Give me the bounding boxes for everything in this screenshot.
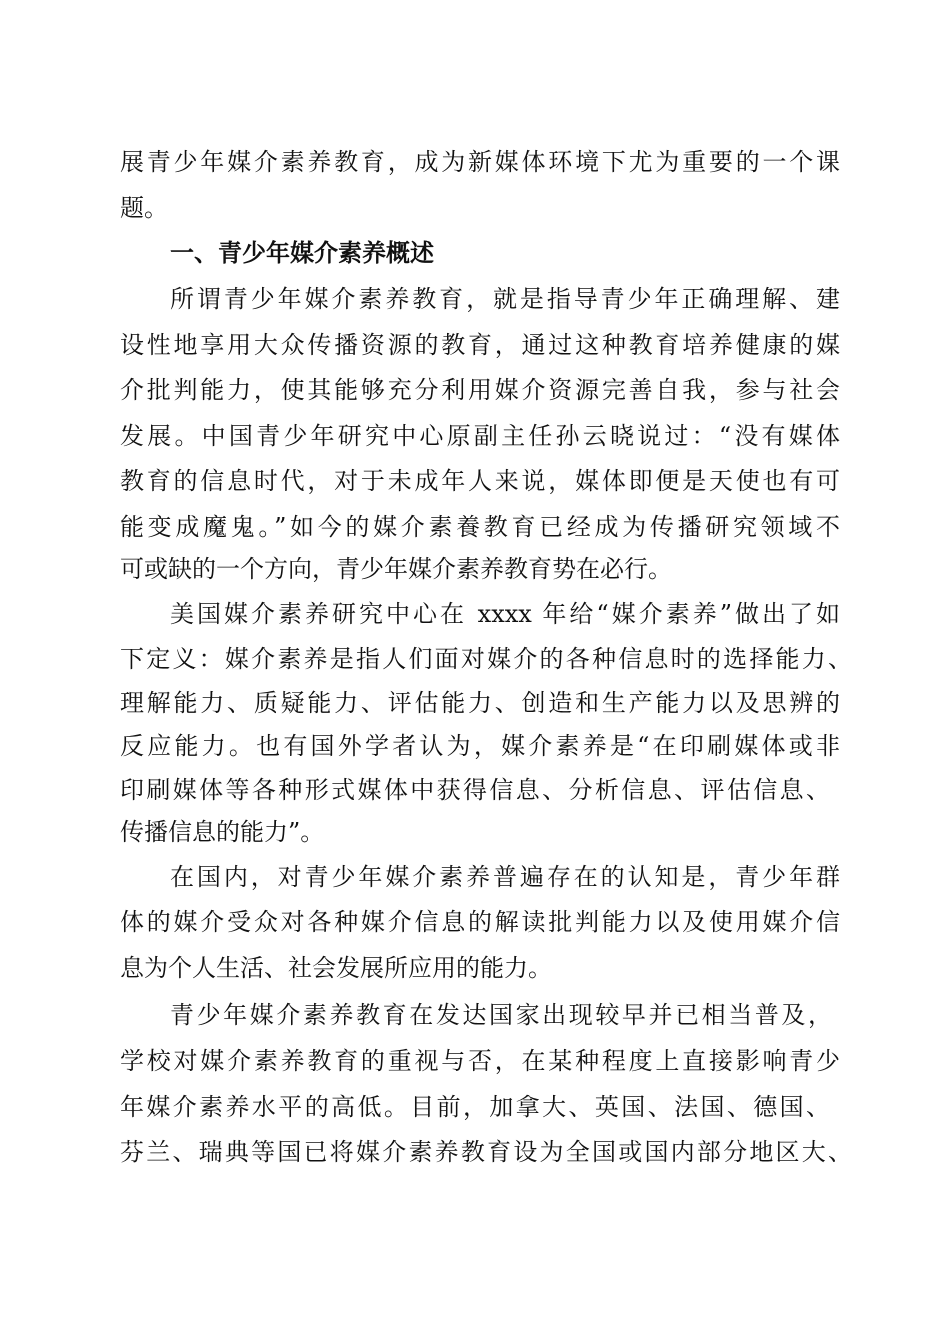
section-heading: 一、青少年媒介素养概述 bbox=[170, 239, 434, 267]
text-line: 息为个人生活、社会发展所应用的能力。 bbox=[120, 954, 552, 982]
text-line: 体的媒介受众对各种媒介信息的解读批判能力以及使用媒介信 bbox=[120, 908, 840, 936]
text-line: 传播信息的能力”。 bbox=[120, 818, 325, 846]
text-line: 所谓青少年媒介素养教育，就是指导青少年正确理解、建 bbox=[170, 285, 840, 313]
text-line: 美国媒介素养研究中心在 xxxx 年给“媒介素养”做出了如 bbox=[170, 600, 840, 628]
text-line: 反应能力。也有国外学者认为，媒介素养是“在印刷媒体或非 bbox=[120, 732, 840, 760]
text-line: 设性地享用大众传播资源的教育，通过这种教育培养健康的媒 bbox=[120, 331, 840, 359]
text-line: 青少年媒介素养教育在发达国家出现较早并已相当普及， bbox=[170, 1001, 832, 1029]
text-line: 下定义：媒介素养是指人们面对媒介的各种信息时的选择能力、 bbox=[120, 645, 852, 673]
text-line: 展青少年媒介素养教育，成为新媒体环境下尤为重要的一个课 bbox=[120, 148, 840, 176]
text-line: 学校对媒介素养教育的重视与否，在某种程度上直接影响青少 bbox=[120, 1047, 840, 1075]
text-line: 介批判能力，使其能够充分利用媒介资源完善自我，参与社会 bbox=[120, 376, 840, 404]
text-line: 印刷媒体等各种形式媒体中获得信息、分析信息、评估信息、 bbox=[120, 776, 830, 804]
text-line: 题。 bbox=[120, 194, 168, 222]
text-line: 可或缺的一个方向，青少年媒介素养教育势在必行。 bbox=[120, 555, 672, 583]
text-line: 发展。中国青少年研究中心原副主任孙云晓说过：“没有媒体 bbox=[120, 422, 840, 450]
text-line: 芬兰、瑞典等国已将媒介素养教育设为全国或国内部分地区大、 bbox=[120, 1138, 852, 1166]
text-line: 理解能力、质疑能力、评估能力、创造和生产能力以及思辨的 bbox=[120, 689, 840, 717]
text-line: 教育的信息时代，对于未成年人来说，媒体即便是天使也有可 bbox=[120, 467, 840, 495]
text-line: 年媒介素养水平的高低。目前，加拿大、英国、法国、德国、 bbox=[120, 1093, 830, 1121]
text-line: 能变成魔鬼。”如今的媒介素養教育已经成为传播研究领域不 bbox=[120, 513, 840, 541]
text-line: 在国内，对青少年媒介素养普遍存在的认知是，青少年群 bbox=[170, 863, 840, 891]
